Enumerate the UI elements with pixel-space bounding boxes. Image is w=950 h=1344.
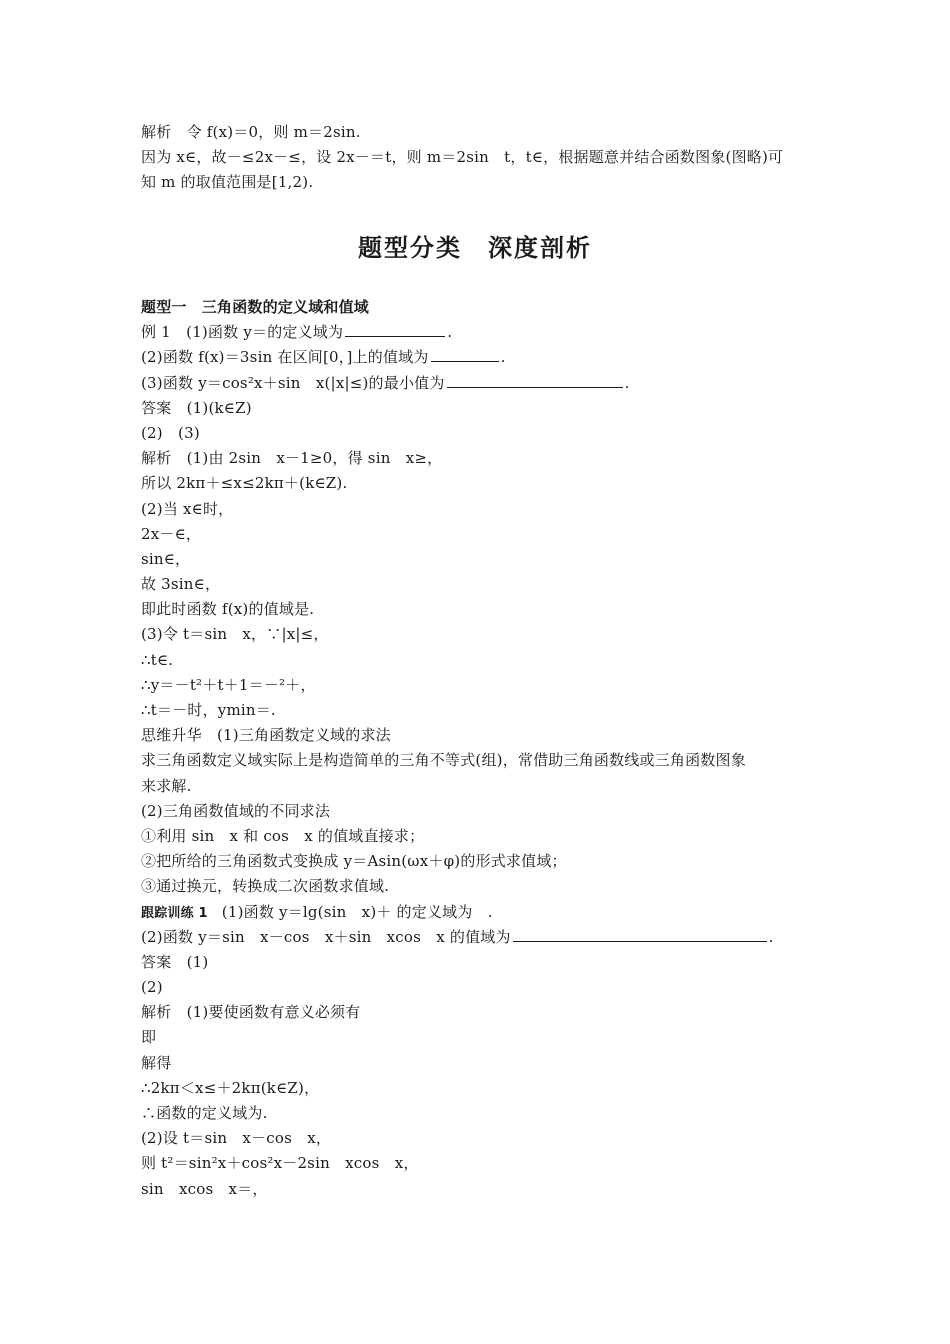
- text-line: ∴t＝－时，ymin＝.: [141, 701, 276, 719]
- text-line: 知 m 的取值范围是[1,2).: [141, 173, 314, 192]
- answer-blank: [345, 320, 445, 337]
- text-line: 则 t²＝sin²x＋cos²x－2sin xcos x，: [141, 1154, 419, 1173]
- section-title: 题型分类 深度剖析: [358, 234, 592, 262]
- answer-blank: [447, 371, 623, 388]
- training-question-2: (2)函数 y＝sin x－cos x＋sin xcos x 的值域为 .: [141, 925, 821, 950]
- text-line: (3)令 t＝sin x，∵|x|≤，: [141, 625, 329, 644]
- text-line: sin∈，: [141, 549, 191, 568]
- example-question-2: (2)函数 f(x)＝3sin 在区间[0，]上的值域为 .: [141, 345, 821, 370]
- text-line: 答案 (1)(k∈Z): [141, 398, 252, 417]
- text-line: (2)设 t＝sin x－cos x，: [141, 1129, 332, 1148]
- text-line: ③通过换元，转换成二次函数求值域.: [141, 877, 390, 896]
- text-line: 即: [141, 1028, 157, 1047]
- text-line: (2)三角函数值域的不同求法: [141, 801, 331, 820]
- text-line: 解析 (1)要使函数有意义必须有: [141, 1003, 361, 1022]
- text-line: 即此时函数 f(x)的值域是.: [141, 600, 315, 619]
- type-heading: 题型一 三角函数的定义域和值域: [141, 298, 370, 316]
- training-tag: 跟踪训练 1: [141, 905, 208, 921]
- text-line: sin xcos x＝，: [141, 1179, 268, 1198]
- text-line: 思维升华 (1)三角函数定义域的求法: [141, 726, 391, 745]
- text-line: 所以 2kπ＋≤x≤2kπ＋(k∈Z).: [141, 474, 348, 493]
- text-line: ∴2kπ＜x≤＋2kπ(k∈Z)，: [141, 1078, 320, 1097]
- text-line: 因为 x∈，故－≤2x－≤，设 2x－＝t，则 m＝2sin t，t∈，根据题意并结合函数图象(图略)可: [141, 148, 784, 167]
- text-line: (2) (3): [141, 423, 200, 442]
- text-line: 解析 (1)由 2sin x－1≥0，得 sin x≥，: [141, 449, 443, 468]
- content-block: [141, 295, 821, 1202]
- text-line: ①利用 sin x 和 cos x 的值域直接求；: [141, 826, 425, 845]
- text-line: ∴函数的定义域为.: [141, 1104, 268, 1122]
- example-question-3: (3)函数 y＝cos²x＋sin x(|x|≤)的最小值为 .: [141, 371, 821, 396]
- answer-blank: [431, 345, 499, 362]
- answer-blank: [513, 925, 767, 942]
- text-line: 解析 令 f(x)＝0，则 m＝2sin.: [141, 123, 361, 141]
- text-line: 来求解.: [141, 776, 192, 795]
- example-question-1: 例 1 (1)函数 y＝的定义域为 .: [141, 320, 821, 345]
- text-line: (2)当 x∈时，: [141, 499, 234, 518]
- text-line: ②把所给的三角函数式变换成 y＝Asin(ωx＋φ)的形式求值域；: [141, 852, 567, 871]
- text-line: 2x－∈，: [141, 524, 202, 543]
- text-line: 解得: [141, 1053, 172, 1072]
- text-line: ∴y＝－t²＋t＋1＝－²＋，: [141, 675, 316, 694]
- training-question-1: 跟踪训练 1 (1)函数 y＝lg(sin x)＋ 的定义域为 .: [141, 902, 493, 921]
- text-line: ∴t∈.: [141, 650, 174, 669]
- text-line: (2): [141, 978, 163, 997]
- text-line: 答案 (1): [141, 952, 209, 971]
- text-line: 求三角函数定义域实际上是构造简单的三角不等式(组)，常借助三角函数线或三角函数图象: [141, 751, 746, 770]
- text-line: 故 3sin∈，: [141, 575, 221, 594]
- document-page: [141, 120, 821, 196]
